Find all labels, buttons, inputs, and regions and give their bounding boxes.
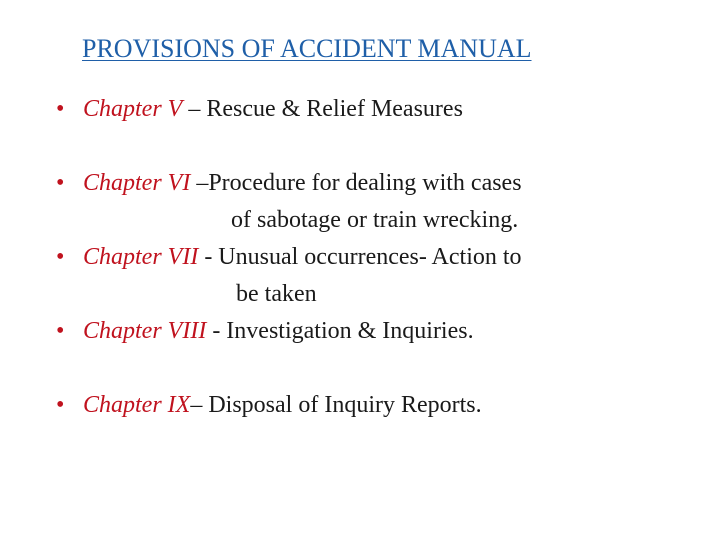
list-item-chapter-vi xyxy=(56,165,522,202)
bullet-icon: • xyxy=(56,96,65,122)
bullet-icon: • xyxy=(56,318,65,344)
chapter-description: – Rescue & Relief Measures xyxy=(182,96,463,122)
list-item-chapter-ix xyxy=(56,387,482,424)
chapter-label: Chapter IX xyxy=(83,392,191,418)
chapter-description: – Disposal of Inquiry Reports. xyxy=(190,392,482,418)
chapter-description: - Investigation & Inquiries. xyxy=(206,318,474,344)
list-item-chapter-vii xyxy=(56,239,522,276)
page-title: PROVISIONS OF ACCIDENT MANUAL xyxy=(82,34,532,63)
chapter-label: Chapter VI xyxy=(83,170,191,196)
chapter-label: Chapter VIII xyxy=(83,318,207,344)
list-item-chapter-v xyxy=(56,91,463,128)
chapter-label: Chapter VII xyxy=(83,244,199,270)
chapter-description-continuation: be taken xyxy=(236,281,317,307)
bullet-icon: • xyxy=(56,392,65,418)
chapter-description: –Procedure for dealing with cases xyxy=(190,170,522,196)
chapter-description-continuation: of sabotage or train wrecking. xyxy=(231,207,519,233)
list-item-chapter-viii xyxy=(56,313,474,350)
chapter-description: - Unusual occurrences- Action to xyxy=(198,244,522,270)
chapter-label: Chapter V xyxy=(83,96,183,122)
bullet-icon: • xyxy=(56,170,65,196)
bullet-icon: • xyxy=(56,244,65,270)
